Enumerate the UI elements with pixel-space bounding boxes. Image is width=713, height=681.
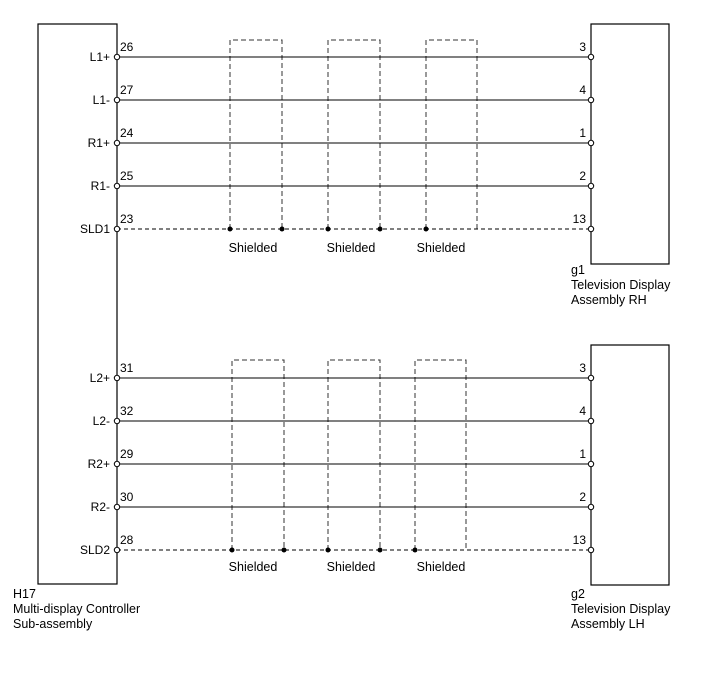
signal-label: R2- <box>90 500 110 514</box>
terminal-left <box>114 97 119 102</box>
signal-label: L2+ <box>89 371 110 385</box>
display-rh-name-line2: Assembly RH <box>571 293 647 307</box>
pin-number: 26 <box>120 40 134 54</box>
shield-1-1 <box>230 40 282 229</box>
shield-2-3 <box>415 360 466 550</box>
controller-code: H17 <box>13 587 36 601</box>
junction-dot <box>424 227 429 232</box>
junction-dot <box>282 548 287 553</box>
terminal-left <box>114 183 119 188</box>
pin-number: 4 <box>579 83 586 97</box>
pin-number: 1 <box>579 447 586 461</box>
group1-shields <box>230 40 477 229</box>
pin-number: 2 <box>579 490 586 504</box>
terminal-left <box>114 547 119 552</box>
shielded-label: Shielded <box>228 241 278 255</box>
junction-dot <box>378 227 383 232</box>
pin-number: 3 <box>579 361 586 375</box>
signal-label: L2- <box>92 414 110 428</box>
signal-label: R1+ <box>87 136 110 150</box>
display-lh-name-line1: Television Display <box>571 602 671 616</box>
terminal-right <box>588 504 593 509</box>
shield-2-2 <box>328 360 380 550</box>
display-lh-caption <box>571 587 671 631</box>
junction-dot <box>326 227 331 232</box>
pin-number: 23 <box>120 212 134 226</box>
terminal-left <box>114 418 119 423</box>
display-rh-code: g1 <box>571 263 585 277</box>
group2-shields <box>232 360 466 550</box>
terminal-left <box>114 375 119 380</box>
pin-number: 25 <box>120 169 134 183</box>
group1-right-pins <box>573 40 587 226</box>
pin-number: 2 <box>579 169 586 183</box>
group1-left-pins <box>120 40 134 226</box>
shield-2-1 <box>232 360 284 550</box>
terminal-right <box>588 547 593 552</box>
pin-number: 3 <box>579 40 586 54</box>
display-rh-box <box>591 24 669 264</box>
pin-number: 28 <box>120 533 134 547</box>
terminal-right <box>588 54 593 59</box>
terminal-right <box>588 461 593 466</box>
group1-wires <box>117 57 591 229</box>
junction-dot <box>280 227 285 232</box>
terminal-left <box>114 461 119 466</box>
junction-dot <box>378 548 383 553</box>
group1-shield-labels <box>229 241 466 255</box>
pin-number: 32 <box>120 404 134 418</box>
shield-1-3 <box>426 40 477 229</box>
shielded-label: Shielded <box>228 560 278 574</box>
terminal-left <box>114 504 119 509</box>
pin-number: 4 <box>579 404 586 418</box>
shield-1-2 <box>328 40 380 229</box>
display-lh-name-line2: Assembly LH <box>571 617 645 631</box>
signal-label: L1- <box>92 93 110 107</box>
controller-name-line2: Sub-assembly <box>13 617 93 631</box>
signal-label: R1- <box>90 179 110 193</box>
shielded-label: Shielded <box>326 560 376 574</box>
signal-label: SLD1 <box>79 222 110 236</box>
group2-wires <box>117 378 591 550</box>
signal-label: L1+ <box>89 50 110 64</box>
signal-label: R2+ <box>87 457 110 471</box>
display-rh-name-line1: Television Display <box>571 278 671 292</box>
terminal-left <box>114 140 119 145</box>
terminal-right <box>588 375 593 380</box>
pin-number: 24 <box>120 126 134 140</box>
terminal-right <box>588 140 593 145</box>
junction-dot <box>413 548 418 553</box>
terminal-right <box>588 97 593 102</box>
junction-dot <box>230 548 235 553</box>
controller-name-line1: Multi-display Controller <box>13 602 141 616</box>
pin-number: 27 <box>120 83 134 97</box>
terminal-right <box>588 226 593 231</box>
controller-caption <box>13 587 140 631</box>
junction-dot <box>326 548 331 553</box>
shielded-label: Shielded <box>416 241 466 255</box>
display-lh-box <box>591 345 669 585</box>
display-rh-caption <box>571 263 671 307</box>
pin-number: 13 <box>572 212 586 226</box>
shielded-label: Shielded <box>326 241 376 255</box>
group2-shield-labels <box>229 560 466 574</box>
group2-left-pins <box>120 361 134 547</box>
display-lh-code: g2 <box>571 587 585 601</box>
signal-label: SLD2 <box>79 543 110 557</box>
terminal-right <box>588 183 593 188</box>
junction-dot <box>228 227 233 232</box>
shielded-label: Shielded <box>416 560 466 574</box>
terminal-left <box>114 226 119 231</box>
pin-number: 13 <box>572 533 586 547</box>
terminal-left <box>114 54 119 59</box>
pin-number: 1 <box>579 126 586 140</box>
pin-number: 29 <box>120 447 134 461</box>
pin-number: 30 <box>120 490 134 504</box>
terminal-right <box>588 418 593 423</box>
pin-number: 31 <box>120 361 134 375</box>
group2-right-pins <box>573 361 587 547</box>
